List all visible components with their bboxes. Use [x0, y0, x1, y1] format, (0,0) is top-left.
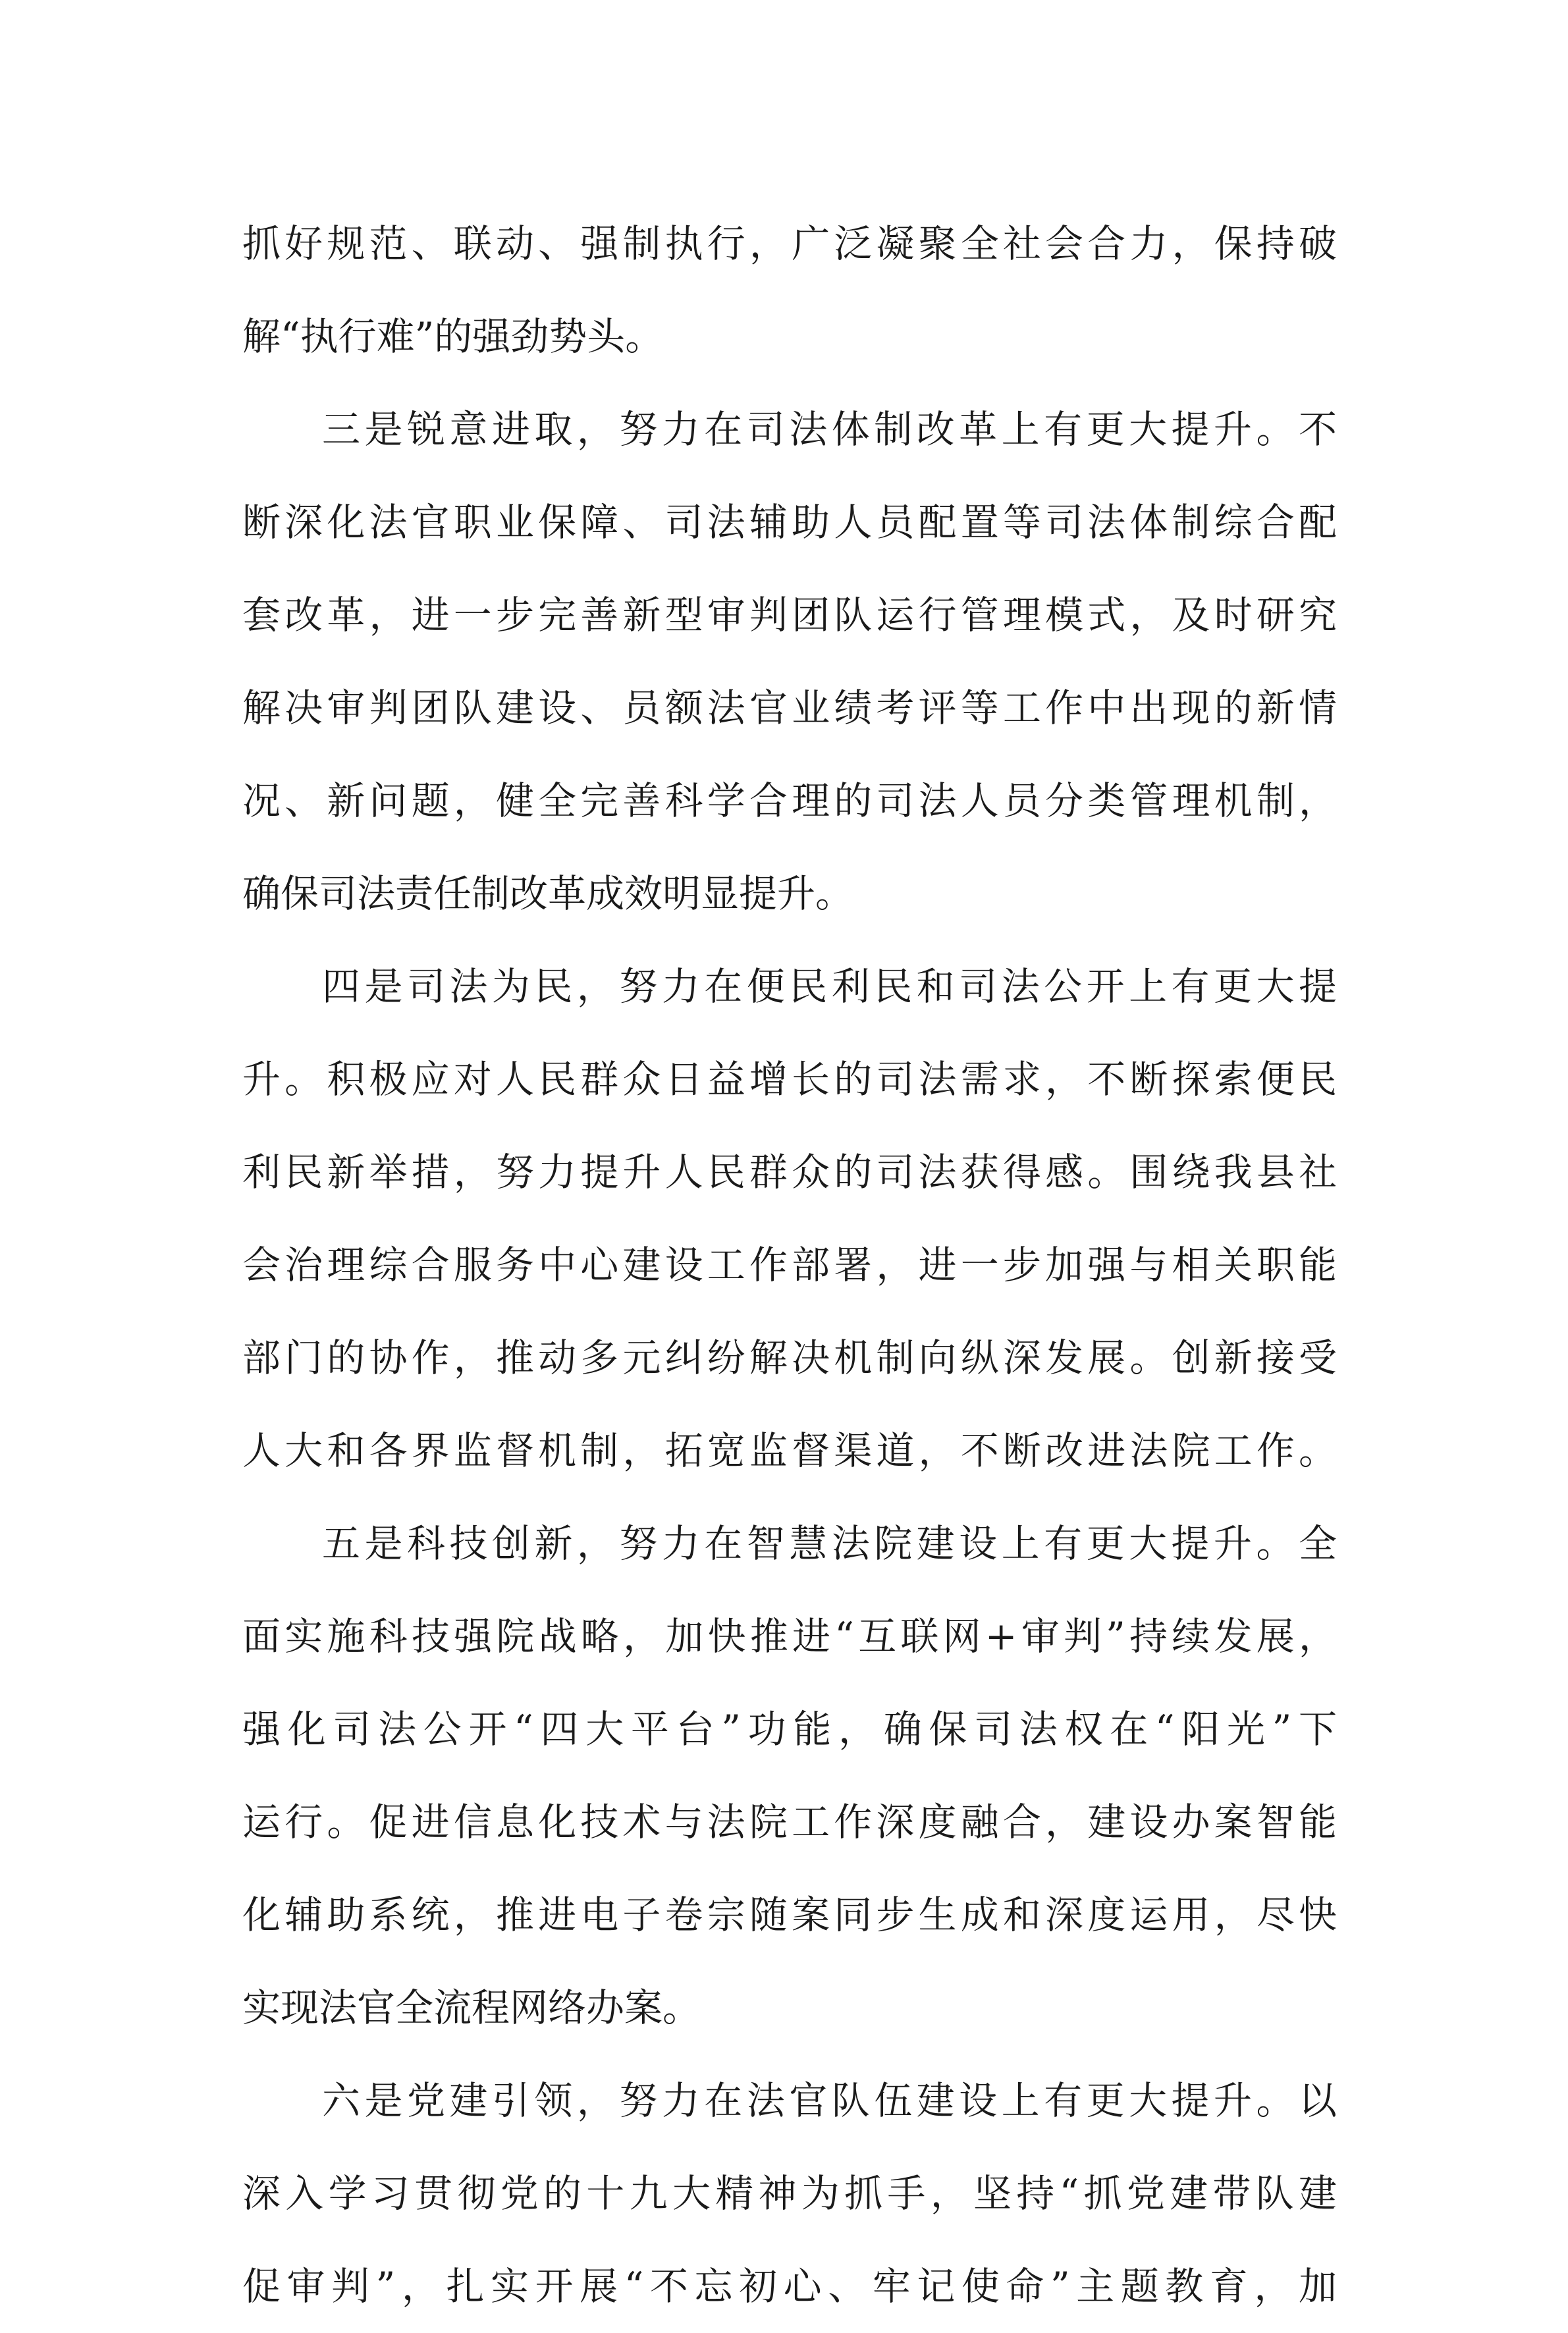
text-line: 实现法官全流程网络办案。: [242, 1985, 701, 2030]
text-line: 解“执行难”的强劲势头。: [242, 314, 664, 359]
document-body: [242, 198, 1337, 2333]
text-line: 化辅助系统，推进电子卷宗随案同步生成和深度运用，尽快: [242, 1892, 1337, 1937]
text-line: 运行。促进信息化技术与法院工作深度融合，建设办案智能: [242, 1800, 1337, 1844]
paragraph-first-line: 四是司法为民，努力在便民利民和司法公开上有更大提: [322, 964, 1337, 1009]
text-line: 解决审判团队建设、员额法官业绩考评等工作中出现的新情: [242, 685, 1337, 730]
paragraph-first-line: 五是科技创新，努力在智慧法院建设上有更大提升。全: [322, 1521, 1337, 1566]
text-line: 深入学习贯彻党的十九大精神为抓手，坚持“抓党建带队建: [242, 2171, 1337, 2216]
paragraph-first-line: 三是锐意进取，努力在司法体制改革上有更大提升。不: [322, 407, 1337, 452]
text-line: 部门的协作，推动多元纠纷解决机制向纵深发展。创新接受: [242, 1335, 1337, 1380]
text-line: 抓好规范、联动、强制执行，广泛凝聚全社会合力，保持破: [242, 221, 1337, 266]
text-line: 人大和各界监督机制，拓宽监督渠道，不断改进法院工作。: [242, 1428, 1337, 1473]
text-line: 断深化法官职业保障、司法辅助人员配置等司法体制综合配: [242, 500, 1337, 545]
text-line: 促审判”，扎实开展“不忘初心、牢记使命”主题教育，加: [242, 2264, 1337, 2309]
text-line: 强化司法公开“四大平台”功能，确保司法权在“阳光”下: [242, 1707, 1337, 1752]
text-line: 套改革，进一步完善新型审判团队运行管理模式，及时研究: [242, 593, 1337, 637]
text-line: 会治理综合服务中心建设工作部署，进一步加强与相关职能: [242, 1243, 1337, 1287]
text-line: 面实施科技强院战略，加快推进“互联网+审判”持续发展，: [242, 1614, 1337, 1659]
text-line: 确保司法责任制改革成效明显提升。: [242, 871, 854, 916]
text-line: 况、新问题，健全完善科学合理的司法人员分类管理机制，: [242, 778, 1337, 823]
text-line: 利民新举措，努力提升人民群众的司法获得感。围绕我县社: [242, 1150, 1337, 1194]
paragraph-first-line: 六是党建引领，努力在法官队伍建设上有更大提升。以: [322, 2078, 1337, 2123]
text-line: 升。积极应对人民群众日益增长的司法需求，不断探索便民: [242, 1057, 1337, 1102]
